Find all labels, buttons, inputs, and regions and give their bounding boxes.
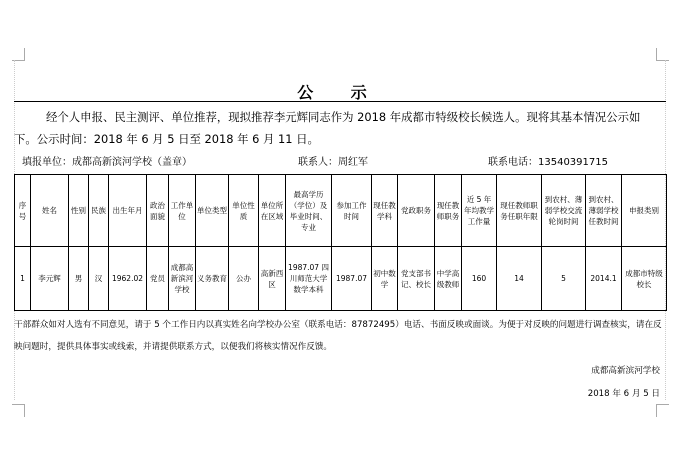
header-cell: 到农村、薄弱学校任教时间 xyxy=(586,175,622,247)
signature-org: 成都高新滨河学校 xyxy=(591,366,660,376)
table-cell: 2014.1 xyxy=(586,247,622,311)
header-cell: 到农村、薄弱学校交流轮岗时间 xyxy=(542,175,586,247)
table-cell: 党员 xyxy=(147,247,169,311)
header-cell: 工作单位 xyxy=(169,175,196,247)
table-cell: 男 xyxy=(69,247,89,311)
fill-unit: 填报单位：成都高新滨河学校（盖章） xyxy=(22,157,192,168)
signature-date: 2018 年 6 月 5 日 xyxy=(587,389,660,399)
table-cell: 初中数学 xyxy=(372,247,398,311)
header-cell: 最高学历（学位）及毕业时间、专业 xyxy=(286,175,332,247)
fill-phone: 联系电话：13540391715 xyxy=(488,157,608,168)
table-cell: 中学高级教师 xyxy=(435,247,462,311)
header-cell: 现任教师职务任职年限 xyxy=(497,175,542,247)
header-cell: 出生年月 xyxy=(109,175,147,247)
header-cell: 姓名 xyxy=(31,175,69,247)
page-corner-mark xyxy=(656,404,669,417)
page-corner-mark xyxy=(12,404,25,417)
header-cell: 近 5 年年均教学工作量 xyxy=(462,175,497,247)
candidate-table xyxy=(14,174,667,311)
page-title: 公 示 xyxy=(297,83,383,102)
intro-paragraph: 经个人申报、民主测评、单位推荐，现拟推荐李元辉同志作为 2018 年成都市特级校长候选人。现将其基本情况公示如下。公示时间：2018 年 6 月 5 日至 2018 年 6 月 11 日。 xyxy=(14,110,641,146)
title-divider xyxy=(14,101,666,102)
table-cell: 1962.02 xyxy=(109,247,147,311)
table-cell: 成都市特级校长 xyxy=(622,247,667,311)
header-cell: 政治面貌 xyxy=(147,175,169,247)
header-cell: 现任教学科 xyxy=(372,175,398,247)
header-cell: 民族 xyxy=(89,175,109,247)
table-cell: 公办 xyxy=(229,247,259,311)
table-cell: 14 xyxy=(497,247,542,311)
table-cell: 160 xyxy=(462,247,497,311)
table-row xyxy=(15,247,667,311)
fill-contact: 联系人：周红军 xyxy=(298,157,368,168)
table-header-row xyxy=(15,175,667,247)
table-cell: 1987.07 xyxy=(332,247,372,311)
header-cell: 性别 xyxy=(69,175,89,247)
table-cell: 党支部书记、校长 xyxy=(398,247,435,311)
table-cell: 1987.07 四川师范大学数学本科 xyxy=(286,247,332,311)
header-cell: 单位性质 xyxy=(229,175,259,247)
header-cell: 序号 xyxy=(15,175,31,247)
header-cell: 单位类型 xyxy=(196,175,229,247)
header-cell: 申报类别 xyxy=(622,175,667,247)
table-cell: 汉 xyxy=(89,247,109,311)
table-cell: 李元辉 xyxy=(31,247,69,311)
header-cell: 党政职务 xyxy=(398,175,435,247)
table-cell: 成都高新滨河学校 xyxy=(169,247,196,311)
table-cell: 义务教育 xyxy=(196,247,229,311)
table-cell: 5 xyxy=(542,247,586,311)
header-cell: 现任教师职务 xyxy=(435,175,462,247)
header-cell: 单位所在区域 xyxy=(259,175,286,247)
header-cell: 参加工作时间 xyxy=(332,175,372,247)
footer-notice: 干部群众如对人选有不同意见，请于 5 个工作日内以真实姓名向学校办公室（联系电话：87872495）电话、书面反映或面谈。为便于对反映的问题进行调查核实，请在反映问题时，提供具体事实或线索，并请提供联系方式，以便我们将核实情况作反馈。 xyxy=(14,320,662,352)
table-cell: 1 xyxy=(15,247,31,311)
table-cell: 高新西区 xyxy=(259,247,286,311)
